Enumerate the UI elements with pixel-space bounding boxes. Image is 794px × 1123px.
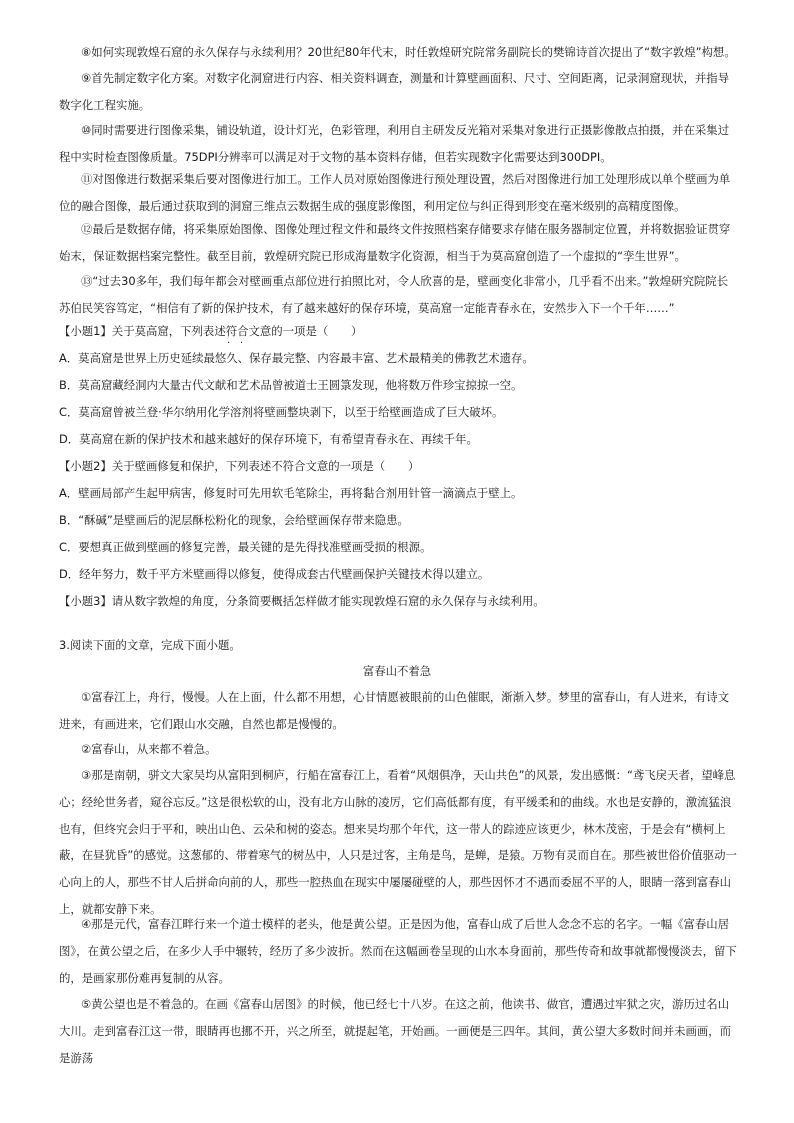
question-3-stem: 【小题3】请从数字敦煌的角度，分条简要概括怎样做才能实现敦煌石窟的永久保存与永续利用。	[59, 594, 545, 608]
article-paragraph-3: ③那是南朝，骈文大家吴均从富阳到桐庐，行船在富春江上，看着“风烟俱净，天山共色”的风景，发出感慨：“鸢飞戾天者，望峰息心；经纶世务者，窥谷忘反。”这是很松软的山，没有北方山脉的凌厉，它们高低都有度，有平缓柔和的曲线。水也是安静的，激流猛浪也有，但终究会归于平和，映出山色、云朵和树的姿态。想来吴均那个年代，这一带人的踪迹应该更少，林木茂密，于是会有“横柯上蔽，在昼犹昏”的感觉。这葱郁的、带着寒气的树丛中，人只是过客，主角是鸟，是蝉，是猿。万物有灵而自在。那些被世俗价值驱动一心向上的人，那些不甘人后拼命向前的人，那些一腔热血在现实中屡屡碰壁的人，那些因怀才不遇而委屈不平的人，眼睛一落到富春山上，就都安静下来。	[59, 768, 737, 916]
emphasis-dot: ·	[240, 338, 244, 349]
question-2-stem: 【小题2】关于壁画修复和保护，下列表述不符合文意的一项是（ ）	[59, 459, 420, 473]
question-1-option-d: D．莫高窟在新的保护技术和越来越好的保存环境下，有希望青春永在、再续千年。	[59, 432, 478, 446]
article-paragraph-1: ①富春江上，舟行，慢慢。人在上面，什么都不用想，心甘情愿被眼前的山色催眠，渐渐入梦。梦里的富春山，有人进来，有诗文进来，有画进来，它们跟山水交融，自然也都是慢慢的。	[59, 690, 730, 731]
passage-paragraph-10: ⑩同时需要进行图像采集，铺设轨道，设计灯光，色彩管理，利用自主研发反光箱对采集对象进行正摄影像散点拍摄，并在采集过程中实时检查图像质量。75DPI分辨率可以满足对于文物的基本资料存储，但若实现数字化需要达到300DPI。	[59, 123, 730, 164]
passage-paragraph-8: ⑧如何实现敦煌石窟的永久保存与永续利用？20世纪80年代末，时任敦煌研究院常务副院长的樊锦诗首次提出了“数字敦煌”构想。	[81, 45, 736, 59]
question-1-stem: 【小题1】关于莫高窟，下列表述符合文意的一项是（ ）	[59, 324, 363, 338]
article-paragraph-2: ②富春山，从来都不着急。	[81, 742, 217, 756]
question-2-option-d: D．经年努力，数千平方米壁画得以修复，使得成套古代壁画保护关键技术得以建立。	[59, 567, 490, 581]
question-2-option-b: B．“酥碱”是壁画后的泥层酥松粉化的现象，会给壁画保存带来隐患。	[59, 513, 409, 527]
article-title: 富春山不着急	[362, 664, 432, 678]
emphasis-dot: ·	[227, 338, 231, 349]
passage-paragraph-13: ⑬“过去30多年，我们每年都会对壁画重点部位进行拍照比对，令人欣喜的是，壁画变化非常小，几乎看不出来。”敦煌研究院院长苏伯民笑容笃定，“相信有了新的保护技术，有了越来越好的保存环境，莫高窟一定能青春永在，安然步入下一个千年……”	[59, 274, 729, 315]
passage-paragraph-9: ⑨首先制定数字化方案。对数字化洞窟进行内容、相关资料调查，测量和计算壁画面积、尺寸、空间距离，记录洞窟现状，并指导数字化工程实施。	[59, 71, 730, 112]
question-2-option-c: C．要想真正做到壁画的修复完善，最关键的是先得找准壁画受损的根源。	[59, 540, 432, 554]
question-2-option-a: A．壁画局部产生起甲病害，修复时可先用软毛笔除尘，再将黏合剂用针管一滴滴点于壁上。	[59, 486, 523, 500]
passage-paragraph-12: ⑫最后是数据存储，将采集原始图像、图像处理过程文件和最终文件按照档案存储要求存储在服务器制定位置，并将数据验证贯穿始末，保证数据档案完整性。截至目前，敦煌研究院已形成海量数字化资源，相当于为莫高窟创造了一个虚拟的“孪生世界”。	[59, 222, 731, 263]
question-1-option-a: A．莫高窟是世界上历史延续最悠久、保存最完整、内容最丰富、艺术最精美的佛教艺术遗存。	[59, 351, 534, 365]
passage-paragraph-11: ⑪对图像进行数据采集后要对图像进行加工。工作人员对原始图像进行预处理设置，然后对图像进行加工处理形成以单个壁画为单位的融合图像，最后通过获取到的洞窟三维点云数据生成的强度影像图，利用定位与纠正得到形变在毫米级别的高精度图像。	[59, 172, 731, 213]
section-3-instruction: 3.阅读下面的文章，完成下面小题。	[59, 638, 241, 652]
question-1-option-c: C．莫高窟曾被兰登·华尔纳用化学溶剂将壁画整块剥下，以至于给壁画造成了巨大破坏。	[59, 405, 504, 419]
article-paragraph-4: ④那是元代，富春江畔行来一个道士模样的老头，他是黄公望。正是因为他，富春山成了后世人念念不忘的名字。一幅《富春山居图》，在黄公望之后，在多少人手中辗转，经历了多少波折。然而在这幅画卷呈现的山水本身面前，那些传奇和故事就都慢慢淡去，留下的，是画家那份难再复制的从容。	[59, 917, 737, 985]
question-1-option-b: B．莫高窟藏经洞内大量古代文献和艺术品曾被道士王圆箓发现，他将数万件珍宝掠掠一空。	[59, 378, 523, 392]
article-paragraph-5: ⑤黄公望也是不着急的。在画《富春山居图》的时候，他已经七十八岁。在这之前，他读书、做官，遭遇过牢狱之灾，游历过名山大川。走到富春江这一带，眼睛再也挪不开，兴之所至，就提起笔，开始画。一画便是三四年。其间，黄公望大多数时间并未画画，而是游荡	[59, 997, 732, 1065]
